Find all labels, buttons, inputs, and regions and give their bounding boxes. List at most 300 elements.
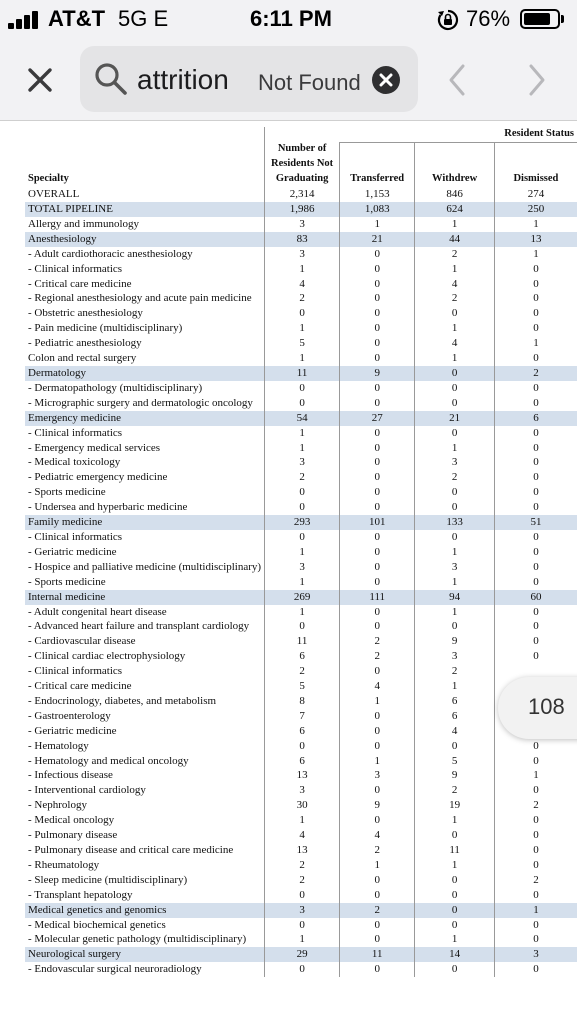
find-input[interactable] bbox=[80, 46, 418, 112]
table-row bbox=[25, 888, 577, 903]
cell-transferred: 0 bbox=[340, 277, 415, 292]
cell-transferred: 0 bbox=[340, 470, 415, 485]
cell-transferred: 2 bbox=[340, 649, 415, 664]
clear-icon[interactable] bbox=[372, 66, 400, 94]
cell-specialty: - Gastroenterology bbox=[28, 709, 111, 722]
table-row bbox=[25, 858, 577, 873]
cell-withdrew: 0 bbox=[415, 396, 495, 411]
cell-withdrew: 21 bbox=[415, 411, 495, 426]
cell-specialty: - Micrographic surgery and dermatologic oncology bbox=[28, 396, 253, 409]
carrier-label: AT&T bbox=[48, 6, 106, 31]
cell-specialty: - Pediatric anesthesiology bbox=[28, 337, 142, 350]
cell-withdrew: 0 bbox=[415, 500, 495, 515]
table-row bbox=[25, 336, 577, 351]
cell-dismissed: 1 bbox=[533, 769, 539, 782]
cell-withdrew: 1 bbox=[415, 858, 495, 873]
page-number: 108 bbox=[528, 694, 565, 719]
cell-not-graduating: 1 bbox=[265, 262, 340, 277]
cell-withdrew: 19 bbox=[415, 798, 495, 813]
cell-not-graduating: 29 bbox=[265, 947, 340, 962]
cell-transferred: 0 bbox=[340, 709, 415, 724]
cell-withdrew: 0 bbox=[415, 739, 495, 754]
table-row bbox=[25, 426, 577, 441]
cell-withdrew: 846 bbox=[415, 187, 495, 202]
table-row bbox=[25, 217, 577, 232]
cell-specialty: Internal medicine bbox=[25, 590, 265, 605]
cell-not-graduating: 0 bbox=[265, 962, 340, 977]
cell-dismissed: 250 bbox=[494, 202, 577, 217]
cell-transferred: 0 bbox=[340, 739, 415, 754]
cell-not-graduating: 30 bbox=[265, 798, 340, 813]
table-row bbox=[25, 187, 577, 202]
cell-transferred: 21 bbox=[340, 232, 415, 247]
cell-not-graduating: 3 bbox=[265, 560, 340, 575]
table-row bbox=[25, 575, 577, 590]
cell-dismissed: 0 bbox=[533, 784, 539, 797]
table-row bbox=[25, 500, 577, 515]
cell-transferred: 1,153 bbox=[340, 187, 415, 202]
cell-dismissed: 0 bbox=[533, 426, 539, 439]
cell-not-graduating: 0 bbox=[265, 485, 340, 500]
cell-withdrew: 9 bbox=[415, 634, 495, 649]
cell-dismissed: 0 bbox=[533, 963, 539, 976]
cell-dismissed: 3 bbox=[494, 947, 577, 962]
cell-not-graduating: 0 bbox=[265, 918, 340, 933]
cell-withdrew: 133 bbox=[415, 515, 495, 530]
cell-transferred: 111 bbox=[340, 590, 415, 605]
table-row bbox=[25, 768, 577, 783]
cell-transferred: 0 bbox=[340, 500, 415, 515]
cellular-signal-icon bbox=[8, 11, 44, 29]
cell-not-graduating: 11 bbox=[265, 366, 340, 381]
resident-status-table bbox=[25, 127, 577, 977]
table-row bbox=[25, 694, 577, 709]
cell-withdrew: 44 bbox=[415, 232, 495, 247]
cell-dismissed: 0 bbox=[533, 396, 539, 409]
table-row bbox=[25, 679, 577, 694]
table-row bbox=[25, 709, 577, 724]
cell-transferred: 0 bbox=[340, 381, 415, 396]
cell-transferred: 0 bbox=[340, 813, 415, 828]
cell-specialty: - Hematology bbox=[28, 739, 89, 752]
cell-dismissed: 0 bbox=[533, 620, 539, 633]
search-query-text: attrition bbox=[137, 64, 229, 95]
cell-transferred: 0 bbox=[340, 619, 415, 634]
cell-transferred: 0 bbox=[340, 306, 415, 321]
cell-not-graduating: 269 bbox=[265, 590, 340, 605]
cell-transferred: 0 bbox=[340, 321, 415, 336]
table-row bbox=[25, 783, 577, 798]
table-row bbox=[25, 873, 577, 888]
cell-withdrew: 2 bbox=[415, 470, 495, 485]
cell-not-graduating: 0 bbox=[265, 500, 340, 515]
cell-withdrew: 1 bbox=[415, 932, 495, 947]
table-row bbox=[25, 605, 577, 620]
cell-transferred: 1,083 bbox=[340, 202, 415, 217]
cell-specialty: - Geriatric medicine bbox=[28, 724, 117, 737]
cell-transferred: 1 bbox=[340, 694, 415, 709]
cell-withdrew: 2 bbox=[415, 291, 495, 306]
cell-not-graduating: 1 bbox=[265, 441, 340, 456]
cell-dismissed: 0 bbox=[533, 933, 539, 946]
cell-specialty: - Pain medicine (multidisciplinary) bbox=[28, 322, 183, 335]
cell-specialty: Anesthesiology bbox=[25, 232, 265, 247]
cell-dismissed: 0 bbox=[533, 456, 539, 469]
cell-dismissed: 1 bbox=[533, 337, 539, 350]
cell-transferred: 0 bbox=[340, 336, 415, 351]
cell-withdrew: 6 bbox=[415, 709, 495, 724]
table-row bbox=[25, 366, 577, 381]
cell-dismissed: 0 bbox=[533, 858, 539, 871]
cell-specialty: - Adult cardiothoracic anesthesiology bbox=[28, 247, 193, 260]
cell-withdrew: 0 bbox=[415, 366, 495, 381]
cell-dismissed: 51 bbox=[494, 515, 577, 530]
cell-transferred: 0 bbox=[340, 962, 415, 977]
cell-transferred: 0 bbox=[340, 575, 415, 590]
cell-transferred: 0 bbox=[340, 262, 415, 277]
cell-dismissed: 1 bbox=[533, 217, 539, 230]
cell-transferred: 0 bbox=[340, 873, 415, 888]
cell-transferred: 0 bbox=[340, 396, 415, 411]
cell-not-graduating: 54 bbox=[265, 411, 340, 426]
page-number-indicator bbox=[498, 677, 577, 739]
table-row bbox=[25, 455, 577, 470]
table-row bbox=[25, 649, 577, 664]
table-row bbox=[25, 590, 577, 605]
cell-not-graduating: 1 bbox=[265, 426, 340, 441]
cell-not-graduating: 0 bbox=[265, 530, 340, 545]
cell-dismissed: 0 bbox=[533, 888, 539, 901]
cell-dismissed: 0 bbox=[533, 918, 539, 931]
cell-withdrew: 0 bbox=[415, 918, 495, 933]
table-row bbox=[25, 441, 577, 456]
cell-not-graduating: 4 bbox=[265, 828, 340, 843]
cell-transferred: 9 bbox=[340, 366, 415, 381]
cell-not-graduating: 1 bbox=[265, 605, 340, 620]
cell-transferred: 0 bbox=[340, 530, 415, 545]
cell-not-graduating: 2 bbox=[265, 873, 340, 888]
cell-transferred: 3 bbox=[340, 768, 415, 783]
column-header-transferred: Transferred bbox=[340, 142, 415, 187]
cell-specialty: - Clinical cardiac electrophysiology bbox=[28, 650, 186, 663]
cell-not-graduating: 1 bbox=[265, 321, 340, 336]
column-header-dismissed: Dismissed bbox=[513, 173, 559, 185]
cell-dismissed: 0 bbox=[533, 575, 539, 588]
cell-not-graduating: 13 bbox=[265, 768, 340, 783]
cell-transferred: 1 bbox=[340, 754, 415, 769]
table-row bbox=[25, 277, 577, 292]
cell-not-graduating: 0 bbox=[265, 619, 340, 634]
cell-specialty: - Sports medicine bbox=[28, 486, 106, 499]
cell-specialty: - Medical oncology bbox=[28, 814, 115, 827]
cell-dismissed: 0 bbox=[533, 307, 539, 320]
cell-transferred: 0 bbox=[340, 783, 415, 798]
cell-withdrew: 94 bbox=[415, 590, 495, 605]
cell-not-graduating: 0 bbox=[265, 306, 340, 321]
cell-specialty: - Sleep medicine (multidisciplinary) bbox=[28, 873, 188, 886]
table-row bbox=[25, 545, 577, 560]
cell-specialty: Dermatology bbox=[25, 366, 265, 381]
cell-withdrew: 1 bbox=[415, 679, 495, 694]
cell-not-graduating: 3 bbox=[265, 217, 340, 232]
cell-specialty: Allergy and immunology bbox=[28, 217, 140, 230]
cell-not-graduating: 1 bbox=[265, 932, 340, 947]
cell-dismissed: 0 bbox=[533, 322, 539, 335]
cell-dismissed: 0 bbox=[533, 486, 539, 499]
cell-transferred: 0 bbox=[340, 918, 415, 933]
cell-specialty: - Medical toxicology bbox=[28, 456, 121, 469]
cell-transferred: 2 bbox=[340, 843, 415, 858]
cell-specialty: - Emergency medical services bbox=[28, 441, 161, 454]
cell-transferred: 2 bbox=[340, 634, 415, 649]
cell-withdrew: 0 bbox=[415, 619, 495, 634]
cell-withdrew: 1 bbox=[415, 217, 495, 232]
table-row bbox=[25, 470, 577, 485]
cell-specialty: - Rheumatology bbox=[28, 858, 100, 871]
battery-icon bbox=[520, 9, 560, 29]
table-row bbox=[25, 560, 577, 575]
cell-specialty: - Pulmonary disease bbox=[28, 829, 118, 842]
cell-dismissed: 2 bbox=[533, 873, 539, 886]
table-row bbox=[25, 306, 577, 321]
cell-specialty: - Adult congenital heart disease bbox=[28, 605, 167, 618]
cell-withdrew: 2 bbox=[415, 783, 495, 798]
search-icon bbox=[94, 62, 128, 96]
table-row bbox=[25, 485, 577, 500]
table-row bbox=[25, 903, 577, 918]
cell-transferred: 0 bbox=[340, 932, 415, 947]
cell-dismissed: 13 bbox=[494, 232, 577, 247]
battery-percent: 76% bbox=[466, 6, 511, 31]
table-group-header-row bbox=[25, 127, 577, 142]
cell-not-graduating: 13 bbox=[265, 843, 340, 858]
cell-dismissed: 0 bbox=[533, 530, 539, 543]
table-row bbox=[25, 843, 577, 858]
cell-not-graduating: 8 bbox=[265, 694, 340, 709]
cell-transferred: 1 bbox=[340, 858, 415, 873]
cell-dismissed: 0 bbox=[533, 829, 539, 842]
table-row bbox=[25, 262, 577, 277]
cell-withdrew: 3 bbox=[415, 560, 495, 575]
table-row bbox=[25, 962, 577, 977]
cell-dismissed: 0 bbox=[533, 814, 539, 827]
status-bar bbox=[0, 0, 577, 40]
network-label: 5G E bbox=[118, 6, 169, 31]
cell-withdrew: 0 bbox=[415, 888, 495, 903]
cell-transferred: 0 bbox=[340, 724, 415, 739]
cell-dismissed: 274 bbox=[527, 188, 545, 201]
cell-specialty: OVERALL bbox=[28, 188, 80, 201]
cell-withdrew: 4 bbox=[415, 336, 495, 351]
cell-not-graduating: 1 bbox=[265, 575, 340, 590]
cell-specialty: - Interventional cardiology bbox=[28, 784, 146, 797]
cell-transferred: 0 bbox=[340, 441, 415, 456]
column-header-specialty: Specialty bbox=[28, 173, 69, 185]
cell-not-graduating: 3 bbox=[265, 903, 340, 918]
cell-withdrew: 11 bbox=[415, 843, 495, 858]
table-row bbox=[25, 754, 577, 769]
table-row bbox=[25, 515, 577, 530]
cell-specialty: - Transplant hepatology bbox=[28, 888, 133, 901]
cell-dismissed: 0 bbox=[533, 352, 539, 365]
table-row bbox=[25, 530, 577, 545]
cell-specialty: - Medical biochemical genetics bbox=[28, 918, 166, 931]
cell-withdrew: 1 bbox=[415, 575, 495, 590]
cell-not-graduating: 83 bbox=[265, 232, 340, 247]
table-row bbox=[25, 232, 577, 247]
cell-not-graduating: 0 bbox=[265, 396, 340, 411]
cell-transferred: 11 bbox=[340, 947, 415, 962]
cell-withdrew: 4 bbox=[415, 724, 495, 739]
cell-transferred: 0 bbox=[340, 485, 415, 500]
table-row bbox=[25, 664, 577, 679]
cell-withdrew: 0 bbox=[415, 381, 495, 396]
cell-transferred: 4 bbox=[340, 828, 415, 843]
cell-specialty: - Hematology and medical oncology bbox=[28, 754, 189, 767]
cell-not-graduating: 1,986 bbox=[265, 202, 340, 217]
cell-withdrew: 0 bbox=[415, 828, 495, 843]
cell-specialty: - Undersea and hyperbaric medicine bbox=[28, 501, 188, 514]
table-row bbox=[25, 947, 577, 962]
cell-not-graduating: 6 bbox=[265, 649, 340, 664]
cell-not-graduating: 0 bbox=[265, 381, 340, 396]
cell-withdrew: 624 bbox=[415, 202, 495, 217]
cell-withdrew: 1 bbox=[415, 545, 495, 560]
table-row bbox=[25, 351, 577, 366]
cell-not-graduating: 3 bbox=[265, 247, 340, 262]
chevron-left-icon[interactable] bbox=[446, 62, 468, 98]
cell-specialty: - Regional anesthesiology and acute pain medicine bbox=[28, 292, 252, 305]
cell-not-graduating: 1 bbox=[265, 351, 340, 366]
cell-withdrew: 0 bbox=[415, 306, 495, 321]
cell-not-graduating: 5 bbox=[265, 679, 340, 694]
cell-specialty: Colon and rectal surgery bbox=[28, 352, 137, 365]
chevron-right-icon[interactable] bbox=[526, 62, 548, 98]
cell-transferred: 0 bbox=[340, 545, 415, 560]
cell-specialty: Family medicine bbox=[25, 515, 265, 530]
cell-withdrew: 1 bbox=[415, 262, 495, 277]
cell-not-graduating: 5 bbox=[265, 336, 340, 351]
cell-not-graduating: 11 bbox=[265, 634, 340, 649]
clock: 6:11 PM bbox=[250, 6, 332, 31]
table-row bbox=[25, 247, 577, 262]
table-row bbox=[25, 739, 577, 754]
cell-specialty: - Geriatric medicine bbox=[28, 545, 117, 558]
cell-withdrew: 4 bbox=[415, 277, 495, 292]
cell-specialty: - Nephrology bbox=[28, 799, 87, 812]
table-body bbox=[25, 187, 577, 977]
cell-dismissed: 2 bbox=[494, 366, 577, 381]
cell-specialty: - Clinical informatics bbox=[28, 426, 123, 439]
cell-transferred: 0 bbox=[340, 605, 415, 620]
cell-specialty: - Critical care medicine bbox=[28, 277, 132, 290]
cell-specialty: - Molecular genetic pathology (multidisciplinary) bbox=[28, 933, 247, 946]
cell-dismissed: 0 bbox=[533, 754, 539, 767]
orientation-lock-icon bbox=[437, 9, 459, 31]
cell-specialty: - Cardiovascular disease bbox=[28, 635, 136, 648]
cell-withdrew: 1 bbox=[415, 441, 495, 456]
cell-not-graduating: 3 bbox=[265, 783, 340, 798]
cell-dismissed: 0 bbox=[533, 560, 539, 573]
cell-withdrew: 0 bbox=[415, 485, 495, 500]
cell-dismissed: 2 bbox=[533, 799, 539, 812]
cell-not-graduating: 7 bbox=[265, 709, 340, 724]
cell-not-graduating: 1 bbox=[265, 813, 340, 828]
cell-specialty: - Critical care medicine bbox=[28, 680, 132, 693]
cell-specialty: Neurological surgery bbox=[25, 947, 265, 962]
cell-withdrew: 2 bbox=[415, 664, 495, 679]
cell-specialty: - Endovascular surgical neuroradiology bbox=[28, 963, 202, 976]
cell-not-graduating: 0 bbox=[265, 888, 340, 903]
cell-specialty: - Obstetric anesthesiology bbox=[28, 307, 143, 320]
cell-withdrew: 9 bbox=[415, 768, 495, 783]
table-row bbox=[25, 381, 577, 396]
cell-dismissed: 0 bbox=[533, 277, 539, 290]
cell-transferred: 0 bbox=[340, 247, 415, 262]
cell-dismissed: 0 bbox=[533, 501, 539, 514]
cell-withdrew: 0 bbox=[415, 903, 495, 918]
cell-not-graduating: 2 bbox=[265, 858, 340, 873]
cell-dismissed: 0 bbox=[533, 471, 539, 484]
cell-not-graduating: 2,314 bbox=[265, 187, 340, 202]
cell-specialty: - Pulmonary disease and critical care medicine bbox=[28, 844, 234, 856]
cell-transferred: 0 bbox=[340, 426, 415, 441]
cell-transferred: 0 bbox=[340, 351, 415, 366]
table-header-row bbox=[25, 142, 577, 187]
cell-transferred: 0 bbox=[340, 455, 415, 470]
cell-withdrew: 1 bbox=[415, 351, 495, 366]
cell-withdrew: 3 bbox=[415, 455, 495, 470]
cell-dismissed: 0 bbox=[533, 605, 539, 618]
cell-dismissed: 0 bbox=[533, 381, 539, 394]
table-row bbox=[25, 918, 577, 933]
cell-withdrew: 0 bbox=[415, 426, 495, 441]
cell-dismissed: 6 bbox=[494, 411, 577, 426]
cell-dismissed: 1 bbox=[494, 903, 577, 918]
column-header-withdrew: Withdrew bbox=[415, 142, 495, 187]
cell-dismissed: 1 bbox=[533, 247, 539, 260]
column-header-not-graduating: Number of Residents Not Graduating bbox=[265, 142, 340, 187]
cell-not-graduating: 6 bbox=[265, 754, 340, 769]
table-row bbox=[25, 932, 577, 947]
cell-withdrew: 3 bbox=[415, 649, 495, 664]
cell-not-graduating: 2 bbox=[265, 470, 340, 485]
cell-specialty: - Infectious disease bbox=[28, 769, 113, 782]
cell-specialty: - Clinical informatics bbox=[28, 665, 123, 678]
cell-specialty: - Hospice and palliative medicine (multidisciplinary) bbox=[28, 560, 262, 573]
cell-dismissed: 0 bbox=[533, 650, 539, 663]
cell-transferred: 27 bbox=[340, 411, 415, 426]
battery-tip bbox=[561, 15, 564, 23]
cell-not-graduating: 0 bbox=[265, 739, 340, 754]
document-view[interactable] bbox=[0, 120, 577, 1025]
table-row bbox=[25, 724, 577, 739]
table-row bbox=[25, 798, 577, 813]
cell-transferred: 2 bbox=[340, 903, 415, 918]
cell-dismissed: 0 bbox=[533, 292, 539, 305]
cell-withdrew: 0 bbox=[415, 962, 495, 977]
cell-specialty: - Pediatric emergency medicine bbox=[28, 471, 168, 484]
cell-transferred: 4 bbox=[340, 679, 415, 694]
cell-withdrew: 0 bbox=[415, 530, 495, 545]
cell-withdrew: 1 bbox=[415, 813, 495, 828]
cell-dismissed: 0 bbox=[533, 262, 539, 275]
cell-not-graduating: 1 bbox=[265, 545, 340, 560]
cell-specialty: Medical genetics and genomics bbox=[25, 903, 265, 918]
table-row bbox=[25, 202, 577, 217]
cell-specialty: TOTAL PIPELINE bbox=[25, 202, 265, 217]
close-icon[interactable] bbox=[22, 62, 58, 98]
